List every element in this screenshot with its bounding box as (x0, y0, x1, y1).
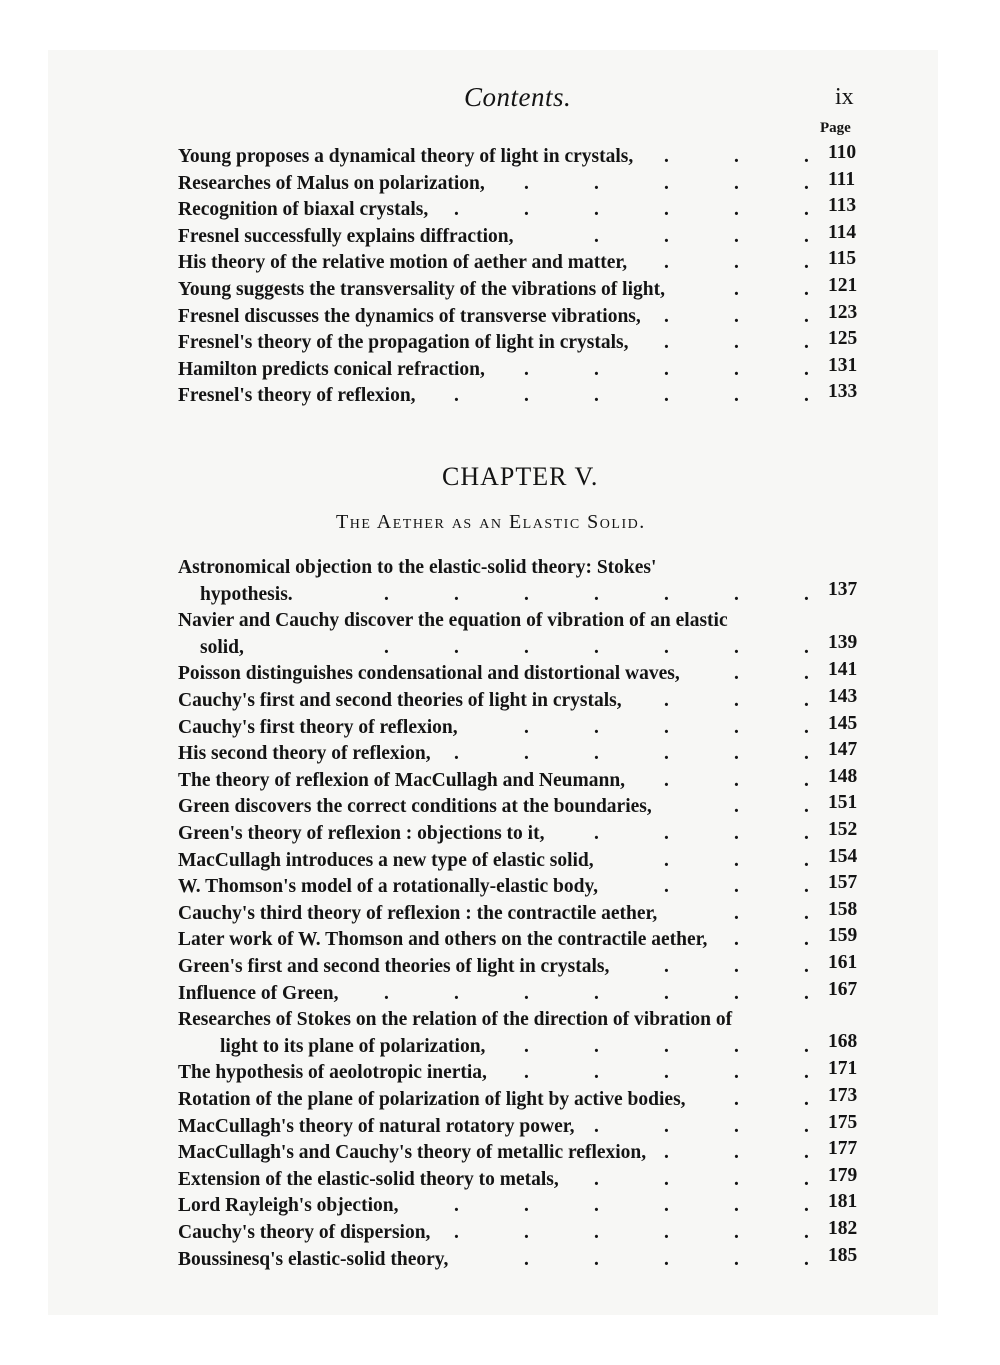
leader-dot: . (734, 982, 739, 1004)
toc-page-number: 139 (828, 632, 858, 654)
leader-dot: . (664, 1168, 669, 1190)
toc-entry-label: MacCullagh's and Cauchy's theory of metallic reflexion, (178, 1142, 647, 1164)
toc-entry (178, 1218, 868, 1248)
toc-entry (178, 1009, 868, 1061)
leader-dot: . (664, 332, 669, 354)
leader-dot: . (384, 982, 389, 1004)
leader-dot: . (734, 1115, 739, 1137)
leader-dot: . (734, 199, 739, 221)
leader-dot: . (524, 1248, 529, 1270)
leader-dot: . (594, 1115, 599, 1137)
leader-dot: . (804, 358, 809, 380)
toc-entry-label: Researches of Malus on polarization, (178, 172, 485, 194)
leader-dot: . (664, 690, 669, 711)
leader-dot: . (804, 1195, 809, 1217)
toc-page-number: 110 (828, 142, 857, 163)
toc-entry (178, 1111, 868, 1142)
toc-entry (178, 275, 868, 305)
leader-dot: . (664, 1062, 669, 1084)
leader-dot: . (804, 716, 809, 738)
toc-entry (178, 1058, 868, 1088)
leader-dot: . (734, 716, 739, 738)
toc-entry-label: Poisson distinguishes condensational and distortional waves, (178, 663, 680, 685)
leader-dot: . (804, 1142, 809, 1164)
leader-dot: . (594, 1168, 599, 1190)
leader-dot: . (594, 743, 599, 765)
leader-dot: . (664, 876, 669, 898)
leader-dot: . (664, 1195, 669, 1217)
toc-page-number: 113 (828, 195, 857, 217)
leader-dot: . (804, 663, 809, 685)
leader-dot: . (734, 305, 739, 327)
leader-dot: . (734, 1195, 739, 1217)
toc-entry (178, 765, 868, 796)
leader-dot: . (594, 637, 599, 659)
leader-dot: . (664, 849, 669, 871)
leader-dot: . (734, 1142, 739, 1164)
leader-dot: . (664, 769, 669, 791)
toc-entry-continuation: hypothesis. (200, 584, 293, 605)
leader-dot: . (734, 332, 739, 354)
toc-entry (178, 301, 868, 332)
leader-dot: . (524, 1195, 529, 1217)
leader-dot: . (524, 637, 529, 659)
toc-entry (178, 1085, 868, 1115)
leader-dot: . (804, 332, 809, 354)
toc-page-number: 133 (828, 381, 858, 403)
leader-dot: . (664, 982, 669, 1004)
running-title: Contents. (464, 82, 572, 112)
toc-entry-continuation: solid, (200, 637, 244, 659)
leader-dot: . (734, 358, 739, 380)
leader-dot: . (734, 637, 739, 659)
toc-entry (178, 898, 868, 929)
leader-dot: . (594, 1222, 599, 1243)
toc-entry (178, 1164, 868, 1195)
toc-entry-label: Fresnel successfully explains diffraction, (178, 225, 514, 247)
leader-dot: . (664, 305, 669, 327)
leader-dot: . (734, 956, 739, 977)
toc-entry (178, 952, 868, 982)
leader-dot: . (664, 716, 669, 738)
leader-dot: . (734, 849, 739, 871)
toc-page-number: 179 (828, 1164, 858, 1186)
leader-dot: . (594, 716, 599, 738)
toc-page-number: 158 (828, 898, 858, 920)
leader-dot: . (804, 982, 809, 1004)
toc-entry-label: Green's first and second theories of light in crystals, (178, 956, 610, 977)
toc-page-number: 125 (828, 328, 858, 350)
leader-dot: . (804, 146, 809, 167)
toc-page-number: 182 (828, 1218, 858, 1239)
toc-entry-label: Recognition of biaxal crystals, (178, 199, 429, 221)
leader-dot: . (804, 796, 809, 818)
leader-dot: . (454, 743, 459, 765)
leader-dot: . (734, 146, 739, 167)
leader-dot: . (664, 199, 669, 221)
toc-page-number: 152 (828, 819, 858, 840)
toc-page-number: 177 (828, 1138, 858, 1160)
leader-dot: . (734, 584, 739, 605)
leader-dot: . (594, 982, 599, 1004)
leader-dot: . (594, 172, 599, 194)
leader-dot: . (454, 584, 459, 605)
leader-dot: . (524, 743, 529, 765)
toc-entry (178, 142, 868, 172)
toc-entry-label: Influence of Green, (178, 982, 339, 1004)
toc-page-number: 167 (828, 978, 858, 1000)
leader-dot: . (594, 358, 599, 380)
leader-dot: . (734, 225, 739, 247)
leader-dot: . (734, 769, 739, 791)
leader-dot: . (594, 1062, 599, 1084)
leader-dot: . (804, 769, 809, 791)
toc-entry (178, 381, 868, 411)
toc-entry-label: Fresnel's theory of the propagation of light in crystals, (178, 332, 629, 354)
toc-page-number: 114 (828, 221, 857, 243)
leader-dot: . (524, 716, 529, 738)
leader-dot: . (804, 956, 809, 977)
toc-entry-label: Fresnel's theory of reflexion, (178, 385, 416, 407)
toc-entry (178, 1191, 868, 1221)
page-header (0, 78, 1000, 118)
leader-dot: . (594, 823, 599, 844)
leader-dot: . (804, 225, 809, 247)
leader-dot: . (384, 584, 389, 605)
leader-dot: . (664, 637, 669, 659)
leader-dot: . (594, 199, 599, 221)
toc-page-number: 148 (828, 765, 858, 787)
leader-dot: . (734, 823, 739, 844)
leader-dot: . (734, 172, 739, 194)
leader-dot: . (454, 637, 459, 659)
leader-dot: . (664, 385, 669, 407)
leader-dot: . (734, 902, 739, 924)
toc-page-number: 141 (828, 659, 858, 681)
toc-entry-label: Green discovers the correct conditions at the boundaries, (178, 796, 652, 818)
leader-dot: . (734, 252, 739, 274)
leader-dot: . (734, 1062, 739, 1084)
leader-dot: . (804, 849, 809, 871)
leader-dot: . (804, 902, 809, 924)
toc-entry-label: Rotation of the plane of polarization of light by active bodies, (178, 1089, 686, 1110)
toc-entry (178, 168, 868, 199)
leader-dot: . (524, 199, 529, 221)
leader-dot: . (454, 1195, 459, 1217)
leader-dot: . (594, 385, 599, 407)
leader-dot: . (524, 1222, 529, 1243)
leader-dot: . (454, 1222, 459, 1243)
leader-dot: . (734, 796, 739, 818)
toc-entry (178, 712, 868, 743)
toc-page-number: 157 (828, 872, 858, 894)
toc-entry (178, 221, 868, 252)
leader-dot: . (594, 1036, 599, 1058)
toc-entry-label: The theory of reflexion of MacCullagh and Neumann, (178, 769, 626, 791)
chapter-title: CHAPTER V. (442, 462, 599, 491)
leader-dot: . (664, 172, 669, 194)
toc-entry-label: Cauchy's third theory of reflexion : the contractile aether, (178, 902, 658, 924)
leader-dot: . (664, 1115, 669, 1137)
leader-dot: . (664, 225, 669, 247)
toc-entry-label: Cauchy's first theory of reflexion, (178, 716, 458, 738)
leader-dot: . (454, 982, 459, 1004)
toc-page-number: 115 (828, 248, 857, 270)
toc-entry-label: Fresnel discusses the dynamics of transverse vibrations, (178, 305, 641, 327)
toc-entry-label: Extension of the elastic-solid theory to metals, (178, 1168, 559, 1190)
leader-dot: . (734, 663, 739, 685)
leader-dot: . (664, 1248, 669, 1270)
leader-dot: . (664, 743, 669, 765)
toc-entry-label: Green's theory of reflexion : objections to it, (178, 823, 545, 844)
leader-dot: . (664, 1142, 669, 1164)
leader-dot: . (664, 1222, 669, 1243)
toc-entry-label: Boussinesq's elastic-solid theory, (178, 1248, 449, 1270)
toc-entry-label: His theory of the relative motion of aether and matter, (178, 252, 628, 274)
leader-dot: . (804, 1115, 809, 1137)
toc-entry (178, 659, 868, 689)
toc-entry (178, 354, 868, 385)
leader-dot: . (804, 823, 809, 844)
toc-page-number: 168 (828, 1031, 858, 1053)
toc-entry (178, 248, 868, 278)
leader-dot: . (804, 690, 809, 711)
toc-entry (178, 328, 868, 358)
toc-page-number: 131 (828, 354, 858, 376)
leader-dot: . (804, 172, 809, 194)
toc-page-number: 181 (828, 1191, 858, 1213)
toc-entry (178, 872, 868, 902)
toc-entry (178, 195, 868, 225)
toc-page-number: 151 (828, 792, 858, 814)
leader-dot: . (804, 1036, 809, 1058)
leader-dot: . (454, 385, 459, 407)
toc-page-number: 143 (828, 686, 858, 707)
leader-dot: . (524, 982, 529, 1004)
leader-dot: . (524, 584, 529, 605)
toc-page-number: 137 (828, 579, 858, 600)
leader-dot: . (804, 305, 809, 327)
leader-dot: . (804, 385, 809, 407)
leader-dot: . (734, 1089, 739, 1110)
folio-number: ix (835, 84, 854, 110)
leader-dot: . (734, 929, 739, 951)
leader-dot: . (524, 358, 529, 380)
leader-dot: . (804, 1248, 809, 1270)
leader-dot: . (804, 929, 809, 951)
leader-dot: . (664, 956, 669, 977)
toc-page-number: 123 (828, 301, 858, 323)
toc-entry-label: Hamilton predicts conical refraction, (178, 358, 485, 380)
toc-entry (178, 739, 868, 769)
toc-page-number: 161 (828, 952, 858, 973)
toc-entry (178, 557, 868, 609)
toc-page-number: 175 (828, 1111, 858, 1133)
leader-dot: . (734, 385, 739, 407)
leader-dot: . (664, 584, 669, 605)
toc-entry-label: Lord Rayleigh's objection, (178, 1195, 399, 1217)
toc-entry (178, 610, 868, 662)
toc-entry-label: W. Thomson's model of a rotationally-elastic body, (178, 876, 599, 898)
toc-entry (178, 792, 868, 822)
leader-dot: . (524, 385, 529, 407)
toc-entry-label: Cauchy's first and second theories of light in crystals, (178, 690, 622, 711)
leader-dot: . (734, 690, 739, 711)
leader-dot: . (664, 146, 669, 167)
toc-page-number: 145 (828, 712, 858, 734)
toc-entry-label: Researches of Stokes on the relation of the direction of vibration of (178, 1009, 733, 1031)
leader-dot: . (804, 637, 809, 659)
toc-entry (178, 819, 868, 849)
toc-entry (178, 1244, 868, 1275)
leader-dot: . (384, 637, 389, 659)
toc-entry (178, 845, 868, 876)
leader-dot: . (804, 199, 809, 221)
leader-dot: . (734, 743, 739, 765)
chapter-subtitle: The Aether as an Elastic Solid. (336, 511, 646, 533)
toc-page-number: 185 (828, 1244, 858, 1266)
leader-dot: . (664, 252, 669, 274)
leader-dot: . (664, 823, 669, 844)
leader-dot: . (524, 172, 529, 194)
toc-entry-label: His second theory of reflexion, (178, 743, 431, 765)
leader-dot: . (804, 743, 809, 765)
toc-entry-label: Astronomical objection to the elastic-solid theory: Stokes' (178, 557, 657, 578)
toc-entry-continuation: light to its plane of polarization, (220, 1036, 486, 1058)
toc-page-number: 159 (828, 925, 858, 947)
leader-dot: . (804, 279, 809, 300)
toc-page-number: 173 (828, 1085, 858, 1106)
toc-entry-label: MacCullagh's theory of natural rotatory power, (178, 1115, 575, 1137)
toc-entry (178, 978, 868, 1009)
leader-dot: . (734, 279, 739, 300)
page-column-label: Page (820, 120, 851, 136)
leader-dot: . (594, 1248, 599, 1270)
toc-entry (178, 686, 868, 716)
leader-dot: . (734, 876, 739, 898)
leader-dot: . (664, 358, 669, 380)
leader-dot: . (804, 1168, 809, 1190)
toc-entry-label: Young suggests the transversality of the vibrations of light, (178, 279, 665, 300)
toc-entry-label: The hypothesis of aeolotropic inertia, (178, 1062, 487, 1084)
leader-dot: . (804, 252, 809, 274)
leader-dot: . (804, 1222, 809, 1243)
leader-dot: . (734, 1222, 739, 1243)
toc-entry-label: MacCullagh introduces a new type of elastic solid, (178, 849, 594, 871)
leader-dot: . (804, 1089, 809, 1110)
leader-dot: . (524, 1036, 529, 1058)
toc-entry (178, 1138, 868, 1168)
leader-dot: . (524, 1062, 529, 1084)
leader-dot: . (594, 1195, 599, 1217)
toc-entry-label: Later work of W. Thomson and others on the contractile aether, (178, 929, 708, 951)
leader-dot: . (734, 1248, 739, 1270)
toc-entry-label: Cauchy's theory of dispersion, (178, 1222, 431, 1243)
toc-page-number: 111 (828, 168, 856, 190)
leader-dot: . (804, 1062, 809, 1084)
toc-page-number: 154 (828, 845, 858, 867)
leader-dot: . (664, 1036, 669, 1058)
leader-dot: . (734, 1036, 739, 1058)
toc-entry-label: Young proposes a dynamical theory of light in crystals, (178, 146, 634, 167)
toc-entry (178, 925, 868, 955)
toc-page-number: 121 (828, 275, 858, 296)
leader-dot: . (454, 199, 459, 221)
leader-dot: . (594, 225, 599, 247)
leader-dot: . (594, 584, 599, 605)
leader-dot: . (804, 876, 809, 898)
leader-dot: . (734, 1168, 739, 1190)
toc-page-number: 171 (828, 1058, 858, 1080)
leader-dot: . (804, 584, 809, 605)
toc-entry-label: Navier and Cauchy discover the equation of vibration of an elastic (178, 610, 728, 632)
toc-page-number: 147 (828, 739, 858, 761)
